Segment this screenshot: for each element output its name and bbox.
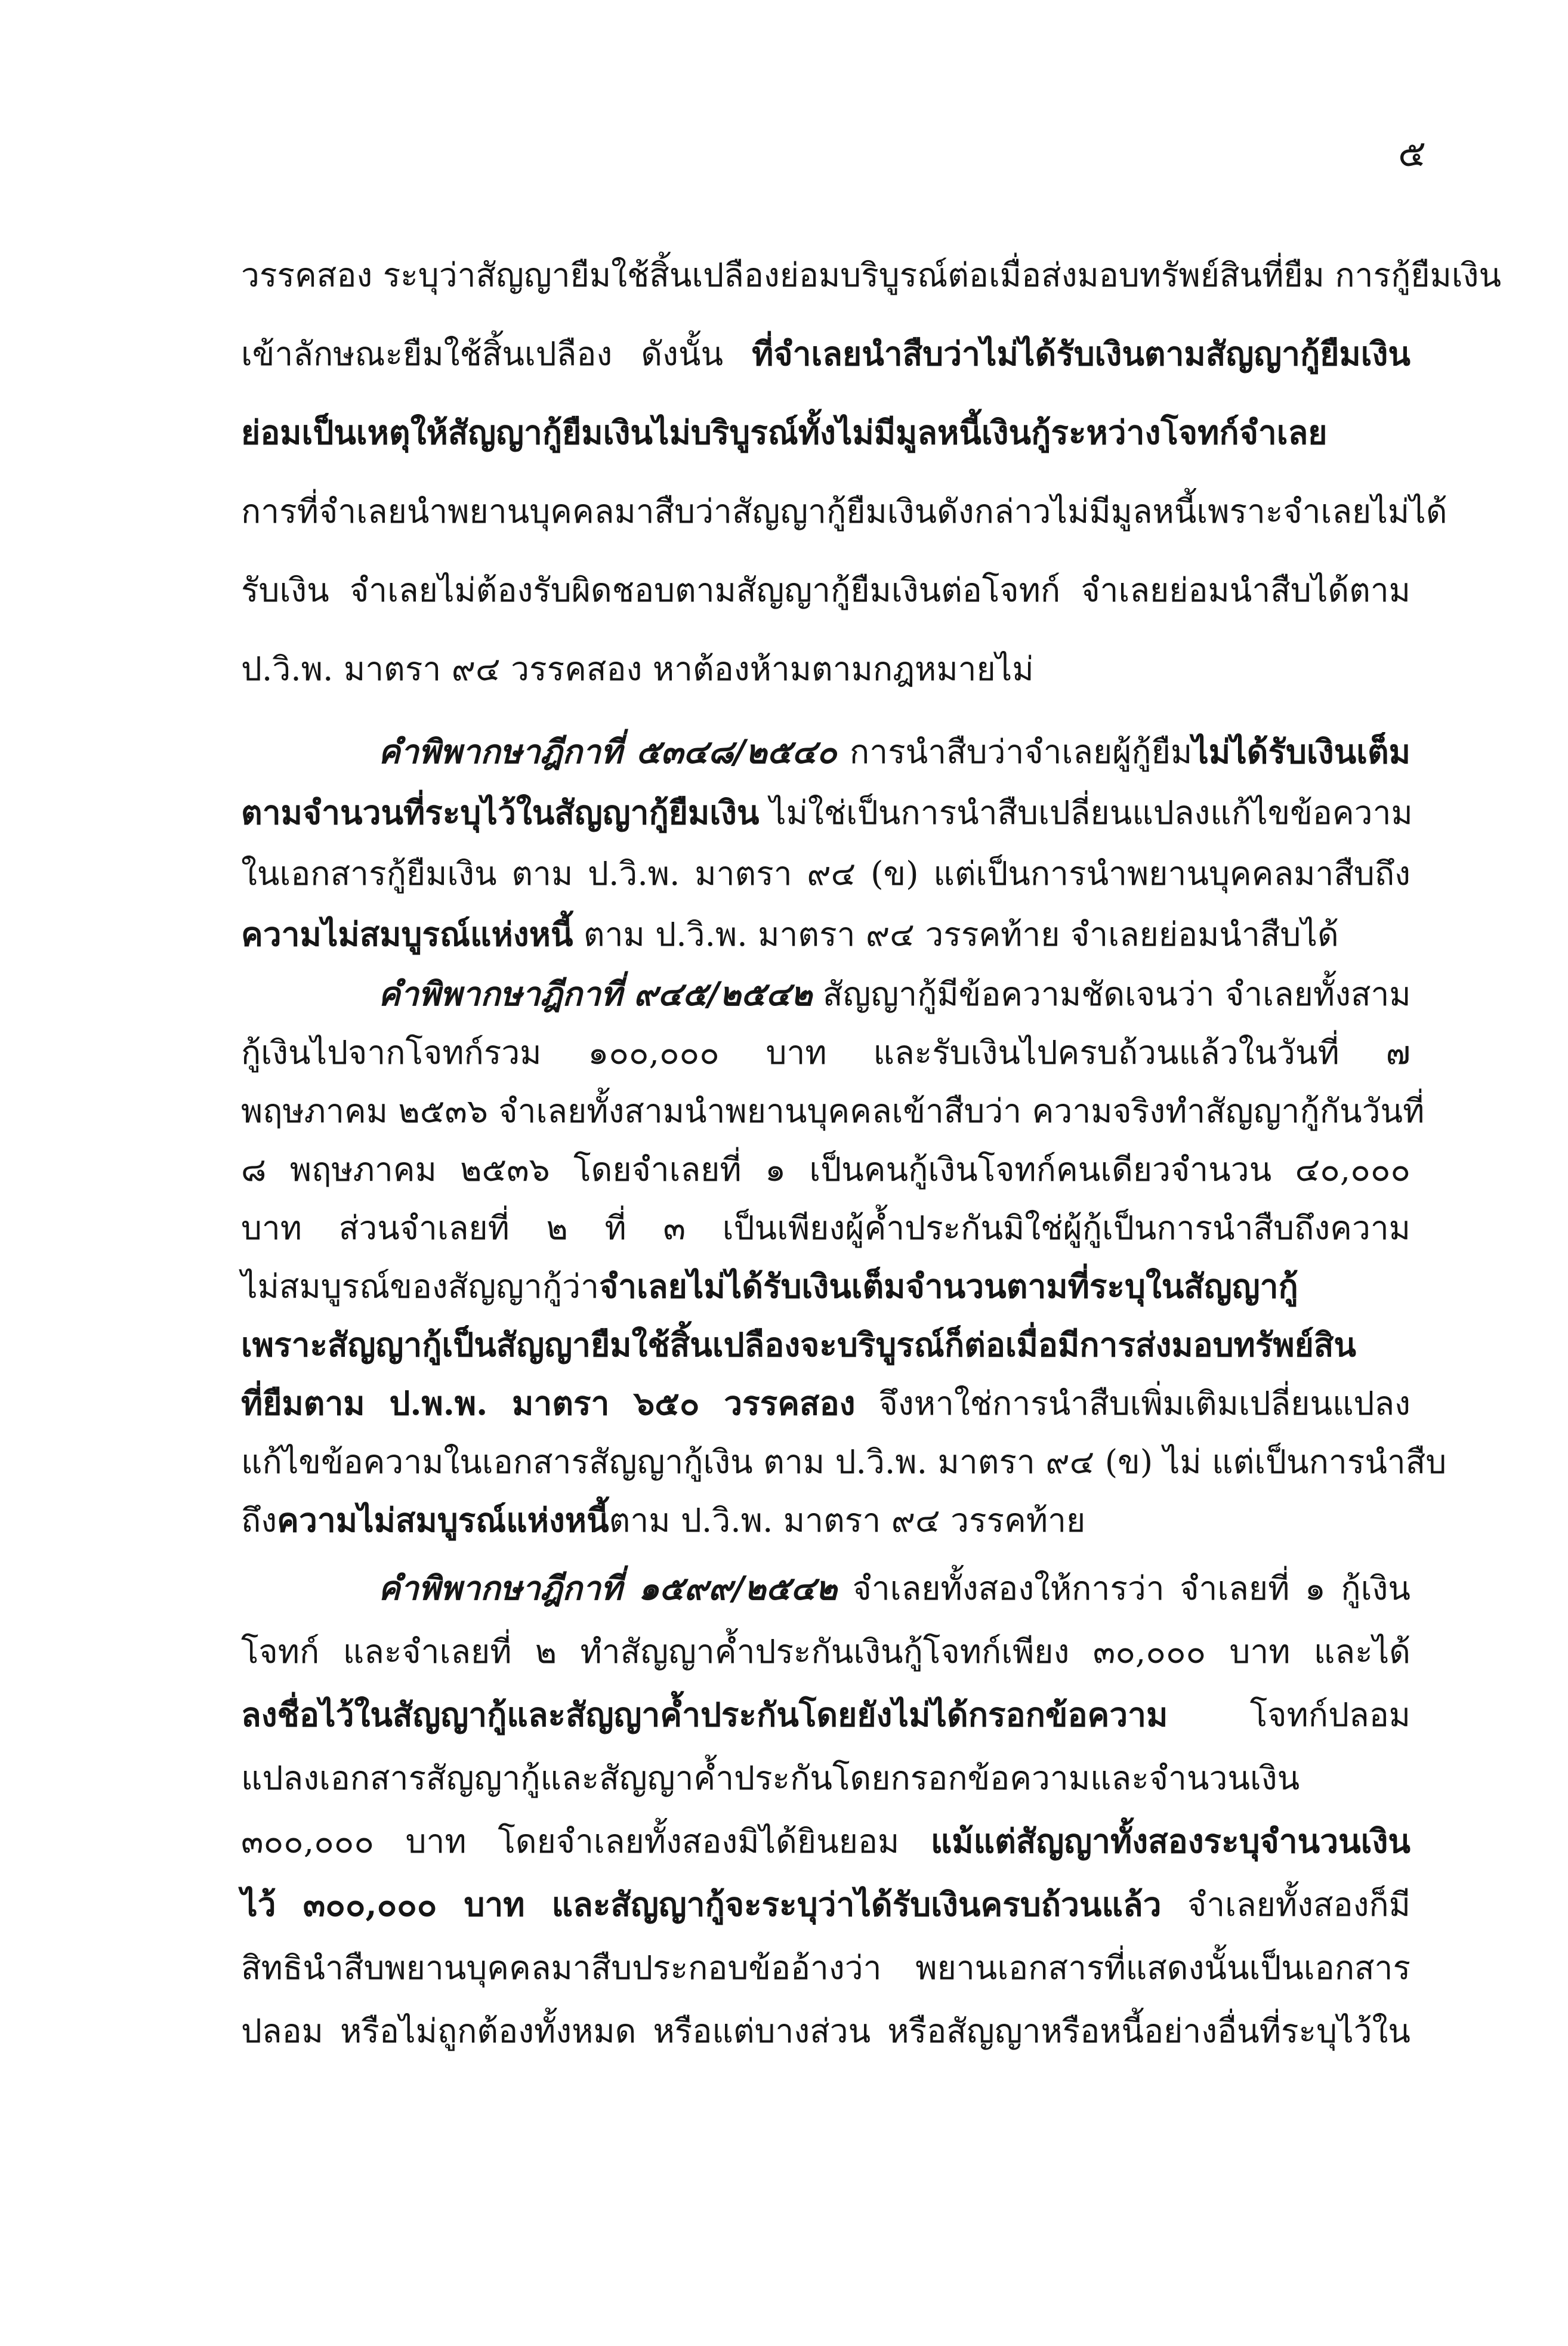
text-run: เข้าลักษณะยืมใช้สิ้นเปลือง ดังนั้น — [241, 335, 752, 373]
case-citation: คำพิพากษาฎีกาที่ ๑๕๙๙/๒๕๔๒ — [378, 1569, 838, 1607]
text-line — [241, 1746, 1410, 1810]
text-run: จำเลยทั้งสองให้การว่า จำเลยที่ ๑ กู้เงิน — [837, 1569, 1410, 1607]
body-text — [241, 236, 1502, 2063]
text-line — [241, 472, 1447, 551]
emphasis-text: จำเลยไม่ได้รับเงินเต็มจำนวนตามที่ระบุในสัญญากู้ — [598, 1267, 1298, 1305]
text-line — [241, 1873, 1410, 1936]
text-line — [241, 782, 1413, 843]
text-run: แปลงเอกสารสัญญากู้และสัญญาค้ำประกันโดยกรอกข้อความและจำนวนเงิน — [241, 1759, 1300, 1797]
text-line — [241, 1082, 1425, 1140]
text-run: แก้ไขข้อความในเอกสารสัญญากู้เงิน ตาม ป.วิ.พ. มาตรา ๙๔ (ข) ไม่ แต่เป็นการนำสืบ — [241, 1443, 1447, 1481]
case-citation: คำพิพากษาฎีกาที่ ๕๓๔๘/๒๕๔๐ — [378, 732, 837, 771]
text-run: รับเงิน จำเลยไม่ต้องรับผิดชอบตามสัญญากู้ยืมเงินต่อโจทก์ จำเลยย่อมนำสืบได้ตาม — [241, 571, 1410, 609]
text-line — [241, 1936, 1410, 1999]
text-line — [241, 1999, 1410, 2063]
emphasis-text: ที่ยืมตาม ป.พ.พ. มาตรา ๖๕๐ วรรคสอง — [241, 1384, 856, 1422]
text-run: โจทก์ และจำเลยที่ ๒ ทำสัญญาค้ำประกันเงินกู้โจทก์เพียง ๓๐,๐๐๐ บาท และได้ — [241, 1632, 1410, 1671]
emphasis-text: เพราะสัญญากู้เป็นสัญญายืมใช้สิ้นเปลืองจะบริบูรณ์ก็ต่อเมื่อมีการส่งมอบทรัพย์สิน — [241, 1325, 1357, 1364]
paragraph-p4 — [241, 1557, 1410, 2063]
text-run: ในเอกสารกู้ยืมเงิน ตาม ป.วิ.พ. มาตรา ๙๔ (ข) แต่เป็นการนำพยานบุคคลมาสืบถึง — [241, 854, 1410, 893]
text-line — [241, 1810, 1410, 1873]
text-line — [241, 393, 1410, 472]
emphasis-text: ความไม่สมบูรณ์แห่งหนี้ — [277, 1501, 609, 1539]
emphasis-text: ไว้ ๓๐๐,๐๐๐ บาท และสัญญากู้จะระบุว่าได้รับเงินครบถ้วนแล้ว — [241, 1885, 1162, 1924]
text-run: ไม่ใช่เป็นการนำสืบเปลี่ยนแปลงแก้ไขข้อความ — [759, 794, 1413, 832]
text-line — [241, 314, 1410, 393]
text-line — [241, 1491, 1410, 1549]
text-line — [241, 1023, 1410, 1082]
text-line — [241, 629, 1410, 708]
emphasis-text: ตามจำนวนที่ระบุไว้ในสัญญากู้ยืมเงิน — [241, 793, 760, 832]
text-line — [241, 1683, 1410, 1746]
text-run: สัญญากู้มีข้อความชัดเจนว่า จำเลยทั้งสาม — [812, 975, 1411, 1013]
emphasis-text: ความไม่สมบูรณ์แห่งหนี้ — [241, 915, 573, 953]
emphasis-text: ที่จำเลยนำสืบว่าไม่ได้รับเงินตามสัญญากู้ยืมเงิน — [752, 334, 1410, 373]
paragraph-p2 — [241, 721, 1413, 965]
text-run: ถึง — [241, 1501, 277, 1539]
text-run: ปลอม หรือไม่ถูกต้องทั้งหมด หรือแต่บางส่วน หรือสัญญาหรือหนี้อย่างอื่นที่ระบุไว้ใน — [241, 2012, 1410, 2050]
paragraph-p1 — [241, 236, 1502, 708]
text-run: การนำสืบว่าจำเลยผู้กู้ยืม — [837, 733, 1193, 771]
text-run: ป.วิ.พ. มาตรา ๙๔ วรรคสอง หาต้องห้ามตามกฎหมายไม่ — [241, 650, 1034, 688]
text-run: ตาม ป.วิ.พ. มาตรา ๙๔ วรรคท้าย จำเลยย่อมนำสืบได้ — [573, 915, 1339, 953]
text-line — [241, 551, 1410, 629]
text-run: โจทก์ปลอม — [1168, 1696, 1410, 1734]
text-run: ไม่สมบูรณ์ของสัญญากู้ว่า — [241, 1267, 599, 1305]
text-run: ตาม ป.วิ.พ. มาตรา ๙๔ วรรคท้าย — [609, 1501, 1086, 1539]
text-run: วรรคสอง ระบุว่าสัญญายืมใช้สิ้นเปลืองย่อมบริบูรณ์ต่อเมื่อส่งมอบทรัพย์สินที่ยืม การกู้ยืมเงิน — [241, 256, 1502, 294]
text-run: กู้เงินไปจากโจทก์รวม ๑๐๐,๐๐๐ บาท และรับเงินไปครบถ้วนแล้วในวันที่ ๗ — [241, 1033, 1410, 1072]
text-line — [241, 904, 1410, 965]
text-line — [241, 1199, 1410, 1257]
paragraph-p3 — [241, 965, 1447, 1549]
text-line — [241, 843, 1410, 904]
text-line — [241, 1257, 1410, 1316]
text-run: พฤษภาคม ๒๕๓๖ จำเลยทั้งสามนำพยานบุคคลเข้าสืบว่า ความจริงทำสัญญากู้กันวันที่ — [241, 1092, 1425, 1130]
text-run: จำเลยทั้งสองก็มี — [1161, 1885, 1410, 1924]
emphasis-text: ลงชื่อไว้ในสัญญากู้และสัญญาค้ำประกันโดยยังไม่ได้กรอกข้อความ — [241, 1695, 1168, 1734]
case-citation: คำพิพากษาฎีกาที่ ๙๔๕/๒๕๔๒ — [378, 974, 813, 1013]
emphasis-text: แม้แต่สัญญาทั้งสองระบุจำนวนเงิน — [930, 1822, 1410, 1860]
text-run: บาท ส่วนจำเลยที่ ๒ ที่ ๓ เป็นเพียงผู้ค้ำประกันมิใช่ผู้กู้เป็นการนำสืบถึงความ — [241, 1209, 1410, 1247]
page-number: ๕ — [1398, 131, 1426, 175]
emphasis-text: ย่อมเป็นเหตุให้สัญญากู้ยืมเงินไม่บริบูรณ์ทั้งไม่มีมูลหนี้เงินกู้ระหว่างโจทก์จำเลย — [241, 413, 1328, 452]
text-run: ๘ พฤษภาคม ๒๕๓๖ โดยจำเลยที่ ๑ เป็นคนกู้เงินโจทก์คนเดียวจำนวน ๔๐,๐๐๐ — [241, 1150, 1410, 1189]
text-line — [241, 1620, 1410, 1683]
text-line — [241, 965, 1410, 1023]
text-run: การที่จำเลยนำพยานบุคคลมาสืบว่าสัญญากู้ยืมเงินดังกล่าวไม่มีมูลหนี้เพราะจำเลยไม่ได้ — [241, 492, 1447, 530]
text-run: ๓๐๐,๐๐๐ บาท โดยจำเลยทั้งสองมิได้ยินยอม — [241, 1822, 931, 1860]
text-line — [241, 1433, 1447, 1491]
text-run: สิทธินำสืบพยานบุคคลมาสืบประกอบข้ออ้างว่า พยานเอกสารที่แสดงนั้นเป็นเอกสาร — [241, 1949, 1410, 1987]
emphasis-text: ไม่ได้รับเงินเต็ม — [1192, 732, 1410, 771]
text-line — [241, 1374, 1410, 1433]
text-line — [241, 236, 1502, 314]
text-line — [241, 1557, 1410, 1620]
text-line — [241, 721, 1410, 782]
text-run: จึงหาใช่การนำสืบเพิ่มเติมเปลี่ยนแปลง — [855, 1384, 1410, 1422]
text-line — [241, 1140, 1410, 1199]
text-line — [241, 1316, 1410, 1374]
